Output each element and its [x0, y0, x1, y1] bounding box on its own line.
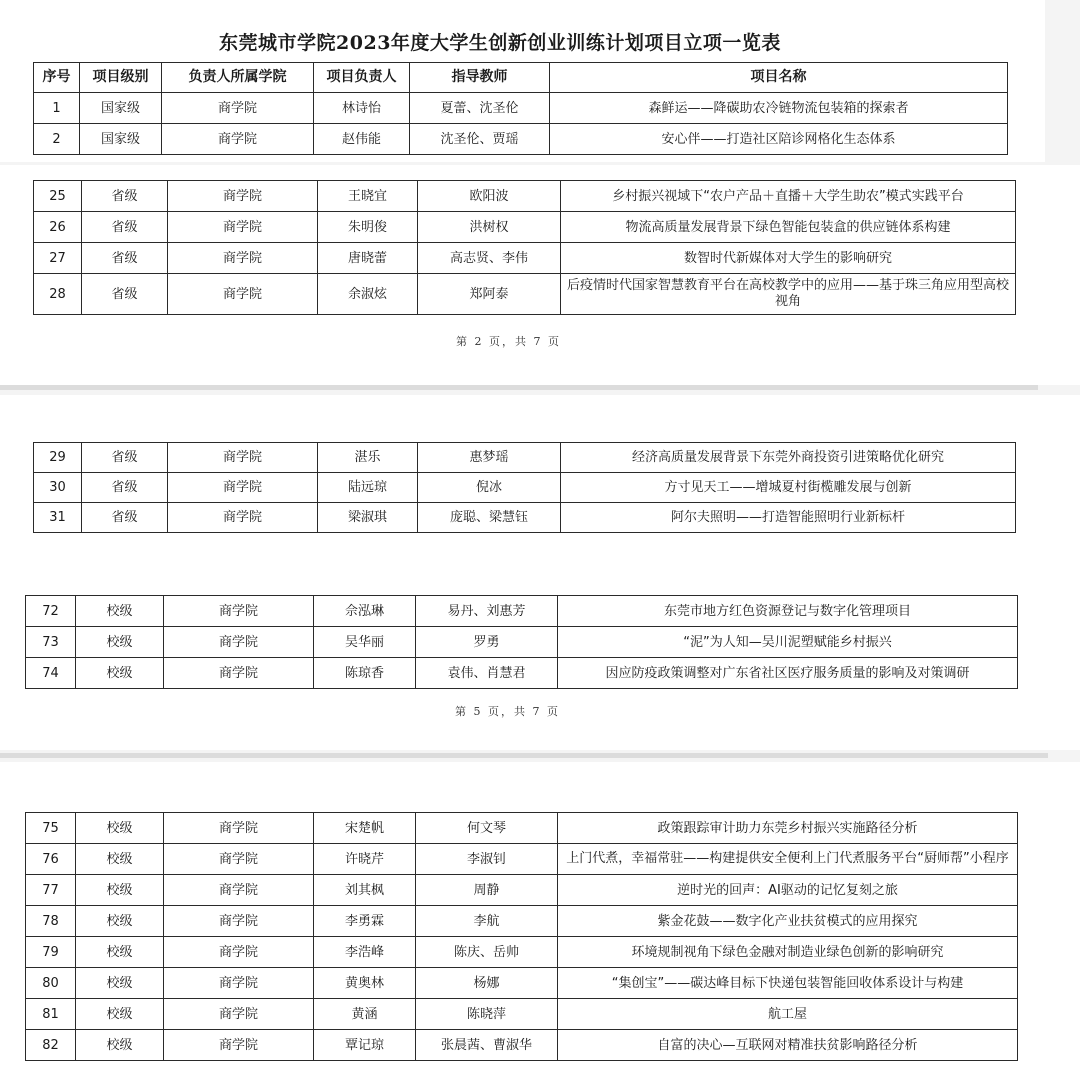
cell-college: 商学院: [164, 627, 314, 658]
cell-advisor: 罗勇: [416, 627, 558, 658]
table-row: [26, 937, 1018, 968]
cell-seq: 2: [34, 124, 80, 155]
cell-college: 商学院: [164, 813, 314, 844]
table-row: [26, 875, 1018, 906]
cell-leader: 吴华丽: [314, 627, 416, 658]
cell-level: 省级: [82, 503, 168, 533]
cell-level: 校级: [76, 813, 164, 844]
cell-college: 商学院: [162, 124, 314, 155]
table-row: [26, 596, 1018, 627]
cell-seq: 75: [26, 813, 76, 844]
project-table-page3: [33, 442, 1016, 533]
cell-project-name: 因应防疫政策调整对广东省社区医疗服务质量的影响及对策调研: [558, 658, 1018, 689]
cell-seq: 82: [26, 1030, 76, 1061]
cell-project-name: 森鲜运——降碳助农冷链物流包装箱的探索者: [550, 93, 1008, 124]
cell-college: 商学院: [168, 181, 318, 212]
cell-leader: 覃记琼: [314, 1030, 416, 1061]
cell-leader: 李浩峰: [314, 937, 416, 968]
cell-advisor: 倪冰: [418, 473, 561, 503]
cell-level: 校级: [76, 999, 164, 1030]
table-row: [26, 968, 1018, 999]
cell-project-name: 逆时光的回声：AI驱动的记忆复刻之旅: [558, 875, 1018, 906]
cell-level: 校级: [76, 627, 164, 658]
table-row: [34, 124, 1008, 155]
table-row: [26, 906, 1018, 937]
cell-college: 商学院: [168, 212, 318, 243]
table-row: [34, 212, 1016, 243]
cell-leader: 宋楚帆: [314, 813, 416, 844]
page-footer-5: 第 5 页，共 7 页: [455, 705, 560, 718]
cell-college: 商学院: [164, 875, 314, 906]
cell-college: 商学院: [162, 93, 314, 124]
cell-advisor: 高志贤、李伟: [418, 243, 561, 274]
cell-advisor: 陈晓萍: [416, 999, 558, 1030]
cell-leader: 湛乐: [318, 443, 418, 473]
page-6-fragment: [0, 762, 1080, 1081]
page-5-fragment: [0, 535, 1080, 750]
cell-seq: 76: [26, 844, 76, 875]
cell-college: 商学院: [168, 274, 318, 315]
header-leader: 项目负责人: [314, 63, 410, 93]
cell-advisor: 郑阿泰: [418, 274, 561, 315]
table-row: [26, 627, 1018, 658]
project-table-page6: [25, 812, 1018, 1061]
cell-college: 商学院: [168, 473, 318, 503]
header-level: 项目级别: [80, 63, 162, 93]
cell-leader: 梁淑琪: [318, 503, 418, 533]
table-row: [26, 844, 1018, 875]
cell-project-name: 紫金花鼓——数字化产业扶贫模式的应用探究: [558, 906, 1018, 937]
table-row: [34, 503, 1016, 533]
cell-advisor: 李淑钊: [416, 844, 558, 875]
cell-seq: 73: [26, 627, 76, 658]
cell-seq: 72: [26, 596, 76, 627]
header-advisor: 指导教师: [410, 63, 550, 93]
table-row: [26, 658, 1018, 689]
cell-college: 商学院: [164, 968, 314, 999]
project-table-page5: [25, 595, 1018, 689]
cell-advisor: 欧阳波: [418, 181, 561, 212]
cell-college: 商学院: [164, 596, 314, 627]
cell-project-name: 数智时代新媒体对大学生的影响研究: [561, 243, 1016, 274]
cell-level: 校级: [76, 1030, 164, 1061]
cell-leader: 王晓宜: [318, 181, 418, 212]
project-table-top: [33, 62, 1008, 155]
cell-project-name: 阿尔夫照明——打造智能照明行业新标杆: [561, 503, 1016, 533]
cell-leader: 黄涵: [314, 999, 416, 1030]
cell-seq: 79: [26, 937, 76, 968]
cell-project-name: 东莞市地方红色资源登记与数字化管理项目: [558, 596, 1018, 627]
cell-leader: 朱明俊: [318, 212, 418, 243]
cell-level: 国家级: [80, 93, 162, 124]
cell-project-name: 经济高质量发展背景下东莞外商投资引进策略优化研究: [561, 443, 1016, 473]
table-row: [26, 999, 1018, 1030]
cell-college: 商学院: [168, 243, 318, 274]
cell-college: 商学院: [164, 1030, 314, 1061]
cell-seq: 27: [34, 243, 82, 274]
cell-level: 校级: [76, 875, 164, 906]
cell-project-name: 上门代煮，幸福常驻——构建提供安全便利上门代煮服务平台“厨师帮”小程序: [558, 844, 1018, 875]
table-row: [34, 243, 1016, 274]
cell-project-name: 方寸见天工——增城夏村街榄雕发展与创新: [561, 473, 1016, 503]
cell-level: 国家级: [80, 124, 162, 155]
cell-college: 商学院: [164, 937, 314, 968]
table-row: [34, 473, 1016, 503]
cell-level: 省级: [82, 443, 168, 473]
cell-seq: 80: [26, 968, 76, 999]
cell-project-name: “泥”为人知—吴川泥塑赋能乡村振兴: [558, 627, 1018, 658]
cell-level: 校级: [76, 844, 164, 875]
table-row: [26, 1030, 1018, 1061]
cell-level: 校级: [76, 658, 164, 689]
cell-level: 省级: [82, 243, 168, 274]
cell-advisor: 庞聪、梁慧钰: [418, 503, 561, 533]
cell-advisor: 周静: [416, 875, 558, 906]
cell-leader: 陈琼香: [314, 658, 416, 689]
table-row: [34, 443, 1016, 473]
cell-leader: 许晓芹: [314, 844, 416, 875]
page-2-fragment: [0, 165, 1080, 385]
cell-seq: 1: [34, 93, 80, 124]
cell-seq: 30: [34, 473, 82, 503]
cell-seq: 77: [26, 875, 76, 906]
cell-advisor: 沈圣伦、贾瑶: [410, 124, 550, 155]
cell-college: 商学院: [164, 658, 314, 689]
cell-seq: 81: [26, 999, 76, 1030]
cell-project-name: 政策跟踪审计助力东莞乡村振兴实施路径分析: [558, 813, 1018, 844]
cell-advisor: 李航: [416, 906, 558, 937]
table-row: [34, 181, 1016, 212]
cell-project-name: 自富的决心—互联网对精准扶贫影响路径分析: [558, 1030, 1018, 1061]
cell-level: 省级: [82, 181, 168, 212]
cell-project-name: 安心伴——打造社区陪诊网格化生态体系: [550, 124, 1008, 155]
cell-project-name: 环境规制视角下绿色金融对制造业绿色创新的影响研究: [558, 937, 1018, 968]
cell-advisor: 张晨茜、曹淑华: [416, 1030, 558, 1061]
cell-college: 商学院: [168, 443, 318, 473]
cell-level: 校级: [76, 937, 164, 968]
cell-advisor: 易丹、刘惠芳: [416, 596, 558, 627]
cell-advisor: 何文琴: [416, 813, 558, 844]
cell-leader: 林诗怡: [314, 93, 410, 124]
cell-advisor: 袁伟、肖慧君: [416, 658, 558, 689]
header-seq: 序号: [34, 63, 80, 93]
cell-seq: 28: [34, 274, 82, 315]
cell-advisor: 惠梦瑶: [418, 443, 561, 473]
cell-level: 省级: [82, 212, 168, 243]
cell-level: 省级: [82, 274, 168, 315]
cell-project-name: “集创宝”——碳达峰目标下快递包装智能回收体系设计与构建: [558, 968, 1018, 999]
page-1-fragment: [0, 0, 1045, 162]
cell-seq: 74: [26, 658, 76, 689]
cell-project-name: 航工屋: [558, 999, 1018, 1030]
cell-leader: 黄奥林: [314, 968, 416, 999]
cell-leader: 赵伟能: [314, 124, 410, 155]
cell-seq: 78: [26, 906, 76, 937]
cell-leader: 李勇霖: [314, 906, 416, 937]
header-college: 负责人所属学院: [162, 63, 314, 93]
cell-level: 校级: [76, 596, 164, 627]
page-divider: [0, 385, 1038, 390]
cell-seq: 26: [34, 212, 82, 243]
header-project-name: 项目名称: [550, 63, 1008, 93]
cell-leader: 唐晓蕾: [318, 243, 418, 274]
cell-leader: 佘泓琳: [314, 596, 416, 627]
cell-project-name: 物流高质量发展背景下绿色智能包装盒的供应链体系构建: [561, 212, 1016, 243]
table-row: [34, 274, 1016, 315]
cell-seq: 29: [34, 443, 82, 473]
cell-advisor: 杨娜: [416, 968, 558, 999]
cell-advisor: 陈庆、岳帅: [416, 937, 558, 968]
document-title: 东莞城市学院2023年度大学生创新创业训练计划项目立项一览表: [219, 32, 781, 54]
cell-advisor: 夏蕾、沈圣伦: [410, 93, 550, 124]
cell-college: 商学院: [164, 906, 314, 937]
page-divider: [0, 753, 1048, 758]
cell-project-name: 乡村振兴视域下“农户产品＋直播＋大学生助农”模式实践平台: [561, 181, 1016, 212]
cell-leader: 余淑炫: [318, 274, 418, 315]
cell-seq: 25: [34, 181, 82, 212]
cell-level: 校级: [76, 906, 164, 937]
page-footer-2: 第 2 页，共 7 页: [456, 335, 561, 348]
cell-seq: 31: [34, 503, 82, 533]
cell-advisor: 洪树权: [418, 212, 561, 243]
cell-college: 商学院: [164, 844, 314, 875]
cell-project-name: 后疫情时代国家智慧教育平台在高校教学中的应用——基于珠三角应用型高校视角: [561, 274, 1016, 315]
page-3-fragment: [0, 395, 1080, 535]
cell-college: 商学院: [164, 999, 314, 1030]
project-table-page2: [33, 180, 1016, 315]
cell-leader: 陆远琼: [318, 473, 418, 503]
table-row: [26, 813, 1018, 844]
table-header-row: [34, 63, 1008, 93]
table-row: [34, 93, 1008, 124]
cell-level: 省级: [82, 473, 168, 503]
cell-level: 校级: [76, 968, 164, 999]
cell-college: 商学院: [168, 503, 318, 533]
cell-leader: 刘其枫: [314, 875, 416, 906]
